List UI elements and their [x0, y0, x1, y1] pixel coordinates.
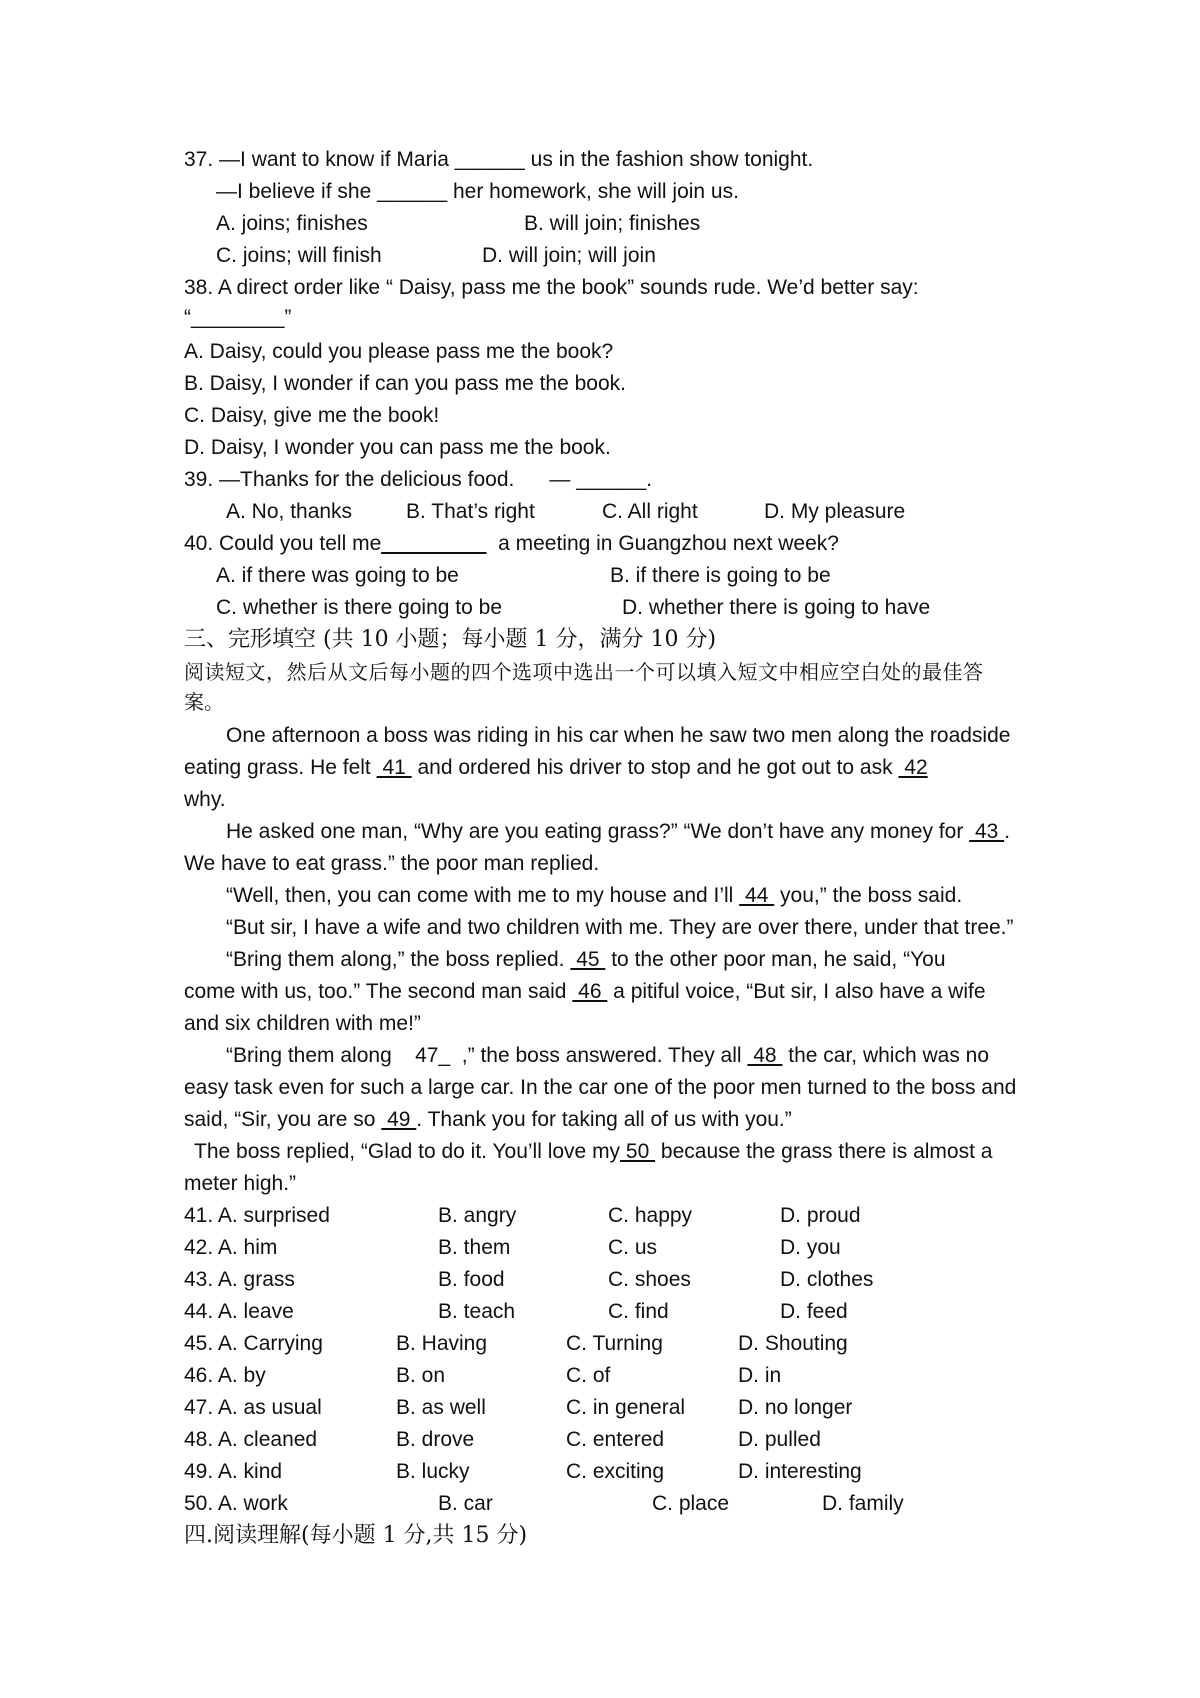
q37-option-d: D. will join; will join [482, 244, 656, 267]
passage-p6-line2: easy task even for such a large car. In the car one of the poor men turned to the boss and [184, 1076, 1017, 1099]
q40-blank: _________ [381, 532, 487, 555]
option-50-b: B. car [438, 1492, 493, 1515]
passage-p2-line1 [226, 818, 1010, 846]
option-49-c: C. exciting [566, 1460, 665, 1483]
blank-50: 50 [620, 1140, 656, 1163]
passage-text: eating grass. He felt [184, 756, 377, 779]
option-41-b: B. angry [438, 1204, 517, 1227]
option-45-a: 45. A. Carrying [184, 1332, 323, 1355]
option-41-c: C. happy [608, 1204, 693, 1227]
blank-41: 41 [376, 756, 412, 779]
q40-option-a: A. if there was going to be [216, 564, 459, 587]
option-46-b: B. on [396, 1364, 446, 1387]
q40-option-d: D. whether there is going to have [622, 596, 931, 619]
q40-stem-start: 40. Could you tell me [184, 532, 382, 555]
option-46-d: D. in [738, 1364, 782, 1387]
passage-p1-line3: why. [184, 788, 226, 811]
passage-text: to the other poor man, he said, “You [605, 948, 946, 971]
passage-p5-line2 [184, 978, 986, 1006]
q39-option-b: B. That’s right [406, 500, 535, 523]
passage-text: He asked one man, “Why are you eating grass?” “We don’t have any money for [226, 820, 970, 843]
passage-text: “Bring them along 47_ ,” the boss answered. They all [226, 1044, 748, 1067]
passage-text: “Bring them along,” the boss replied. [226, 948, 571, 971]
q37-option-a: A. joins; finishes [216, 212, 368, 235]
option-42-d: D. you [780, 1236, 841, 1259]
option-46-a: 46. A. by [184, 1364, 266, 1387]
passage-text: “Well, then, you can come with me to my house and I’ll [226, 884, 740, 907]
option-41-a: 41. A. surprised [184, 1204, 330, 1227]
q40-option-c: C. whether is there going to be [216, 596, 503, 619]
blank-43: 43 [969, 820, 1005, 843]
passage-p2-line2: We have to eat grass.” the poor man replied. [184, 852, 600, 875]
passage-p6-line3 [184, 1106, 792, 1134]
passage-text: . [1004, 820, 1011, 843]
option-42-b: B. them [438, 1236, 511, 1259]
option-47-b: B. as well [396, 1396, 486, 1419]
option-50-d: D. family [822, 1492, 904, 1515]
passage-text: a pitiful voice, “But sir, I also have a wife [607, 980, 986, 1003]
passage-text: the car, which was no [782, 1044, 990, 1067]
option-45-c: C. Turning [566, 1332, 663, 1355]
option-49-b: B. lucky [396, 1460, 470, 1483]
blank-48: 48 [747, 1044, 783, 1067]
passage-p6-line1 [226, 1042, 989, 1070]
q38-option-d: D. Daisy, I wonder you can pass me the book. [184, 436, 611, 459]
passage-p5-line3: and six children with me!” [184, 1012, 421, 1035]
passage-text: come with us, too.” The second man said [184, 980, 573, 1003]
passage-text: . Thank you for taking all of us with you.” [416, 1108, 792, 1131]
passage-text: because the grass there is almost a [655, 1140, 993, 1163]
passage-p4: “But sir, I have a wife and two children with me. They are over there, under that tree.” [226, 916, 1014, 939]
q40-option-b: B. if there is going to be [610, 564, 831, 587]
q39-option-d: D. My pleasure [764, 500, 906, 523]
q40-stem [184, 530, 839, 558]
option-49-a: 49. A. kind [184, 1460, 283, 1483]
q38-option-c: C. Daisy, give me the book! [184, 404, 440, 427]
section3-heading: 三、完形填空 (共 10 小题；每小题 1 分，满分 10 分) [184, 627, 717, 652]
option-43-b: B. food [438, 1268, 505, 1291]
option-43-d: D. clothes [780, 1268, 874, 1291]
option-48-c: C. entered [566, 1428, 665, 1451]
q38-option-a: A. Daisy, could you please pass me the book? [184, 340, 614, 363]
q37-option-b: B. will join; finishes [524, 212, 701, 235]
passage-text: said, “Sir, you are so [184, 1108, 382, 1131]
option-47-a: 47. A. as usual [184, 1396, 322, 1419]
passage-p1-line2 [184, 754, 928, 782]
q37-response: —I believe if she ______ her homework, she will join us. [216, 180, 739, 203]
q39-stem: 39. —Thanks for the delicious food. — ______. [184, 468, 653, 491]
q39-option-c: C. All right [602, 500, 698, 523]
passage-p3 [226, 882, 962, 910]
blank-44: 44 [739, 884, 775, 907]
option-42-c: C. us [608, 1236, 658, 1259]
passage-p1-line1: One afternoon a boss was riding in his car when he saw two men along the roadside [226, 724, 1011, 747]
option-44-b: B. teach [438, 1300, 516, 1323]
option-43-c: C. shoes [608, 1268, 691, 1291]
option-45-b: B. Having [396, 1332, 488, 1355]
blank-46: 46 [572, 980, 608, 1003]
q38-stem: 38. A direct order like “ Daisy, pass me the book” sounds rude. We’d better say: [184, 276, 919, 299]
option-50-c: C. place [652, 1492, 730, 1515]
option-48-b: B. drove [396, 1428, 475, 1451]
option-46-c: C. of [566, 1364, 611, 1387]
option-48-a: 48. A. cleaned [184, 1428, 318, 1451]
passage-p7-line2: meter high.” [184, 1172, 297, 1195]
blank-42: 42 [898, 756, 928, 779]
option-44-a: 44. A. leave [184, 1300, 294, 1323]
section4-heading: 四.阅读理解(每小题 1 分,共 15 分) [184, 1523, 528, 1548]
option-47-d: D. no longer [738, 1396, 853, 1419]
blank-45: 45 [570, 948, 606, 971]
section3-instruction-line2: 案。 [184, 690, 224, 714]
option-42-a: 42. A. him [184, 1236, 278, 1259]
q37-option-c: C. joins; will finish [216, 244, 382, 267]
option-41-d: D. proud [780, 1204, 861, 1227]
section3-instruction-line1: 阅读短文，然后从文后每小题的四个选项中选出一个可以填入短文中相应空白处的最佳答 [184, 660, 984, 684]
q38-blank: “________” [184, 306, 292, 329]
option-48-d: D. pulled [738, 1428, 821, 1451]
q38-option-b: B. Daisy, I wonder if can you pass me the book. [184, 372, 626, 395]
option-43-a: 43. A. grass [184, 1268, 295, 1291]
passage-text: and ordered his driver to stop and he got out to ask [411, 756, 899, 779]
option-47-c: C. in general [566, 1396, 686, 1419]
passage-p7-line1 [194, 1138, 992, 1166]
blank-49: 49 [381, 1108, 417, 1131]
q37-stem: 37. —I want to know if Maria ______ us in the fashion show tonight. [184, 148, 814, 171]
option-44-d: D. feed [780, 1300, 848, 1323]
option-44-c: C. find [608, 1300, 669, 1323]
passage-text: The boss replied, “Glad to do it. You’ll love my [194, 1140, 621, 1163]
passage-p5-line1 [226, 946, 946, 974]
passage-text: you,” the boss said. [774, 884, 963, 907]
option-49-d: D. interesting [738, 1460, 862, 1483]
q40-stem-end: a meeting in Guangzhou next week? [486, 532, 839, 555]
option-50-a: 50. A. work [184, 1492, 288, 1515]
option-45-d: D. Shouting [738, 1332, 848, 1355]
q39-option-a: A. No, thanks [226, 500, 353, 523]
